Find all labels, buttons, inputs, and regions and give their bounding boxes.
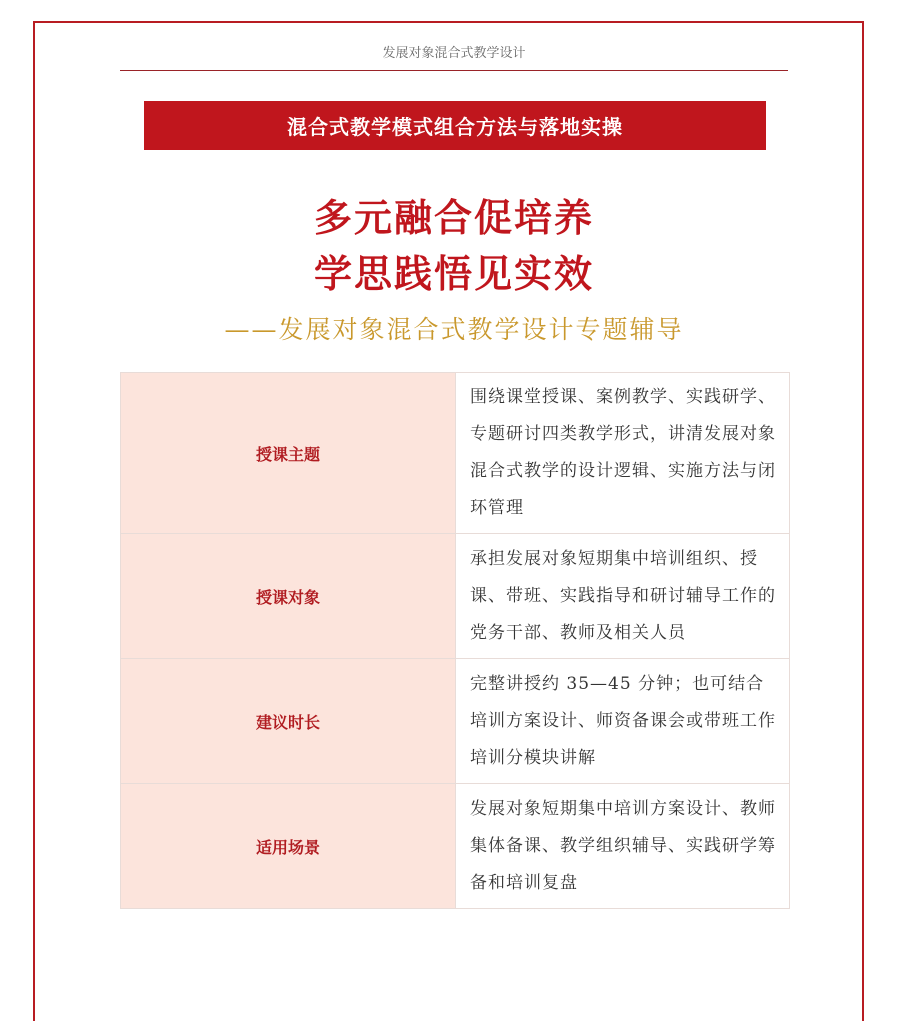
table-row — [121, 534, 790, 659]
header-divider — [120, 70, 788, 71]
subtitle: ——发展对象混合式教学设计专题辅导 — [224, 315, 684, 344]
running-header: 发展对象混合式教学设计 — [382, 46, 526, 61]
row-value-scenario: 发展对象短期集中培训方案设计、教师集体备课、教学组织辅导、实践研学筹备和培训复盘 — [456, 784, 790, 909]
info-table — [120, 372, 790, 909]
row-key-topic: 授课主题 — [121, 373, 456, 534]
table-row — [121, 659, 790, 784]
row-value-audience: 承担发展对象短期集中培训组织、授课、带班、实践指导和研讨辅导工作的党务干部、教师及相关人员 — [456, 534, 790, 659]
row-value-topic: 围绕课堂授课、案例教学、实践研学、专题研讨四类教学形式，讲清发展对象混合式教学的设计逻辑、实施方法与闭环管理 — [456, 373, 790, 534]
row-key-scenario: 适用场景 — [121, 784, 456, 909]
main-title-line-2: 学思践悟见实效 — [313, 252, 594, 296]
section-banner: 混合式教学模式组合方法与落地实操 — [144, 101, 766, 150]
row-key-duration: 建议时长 — [121, 659, 456, 784]
row-key-audience: 授课对象 — [121, 534, 456, 659]
main-title-line-1: 多元融合促培养 — [313, 196, 594, 240]
table-row — [121, 373, 790, 534]
table-row — [121, 784, 790, 909]
row-value-duration: 完整讲授约 35—45 分钟；也可结合培训方案设计、师资备课会或带班工作培训分模块讲解 — [456, 659, 790, 784]
